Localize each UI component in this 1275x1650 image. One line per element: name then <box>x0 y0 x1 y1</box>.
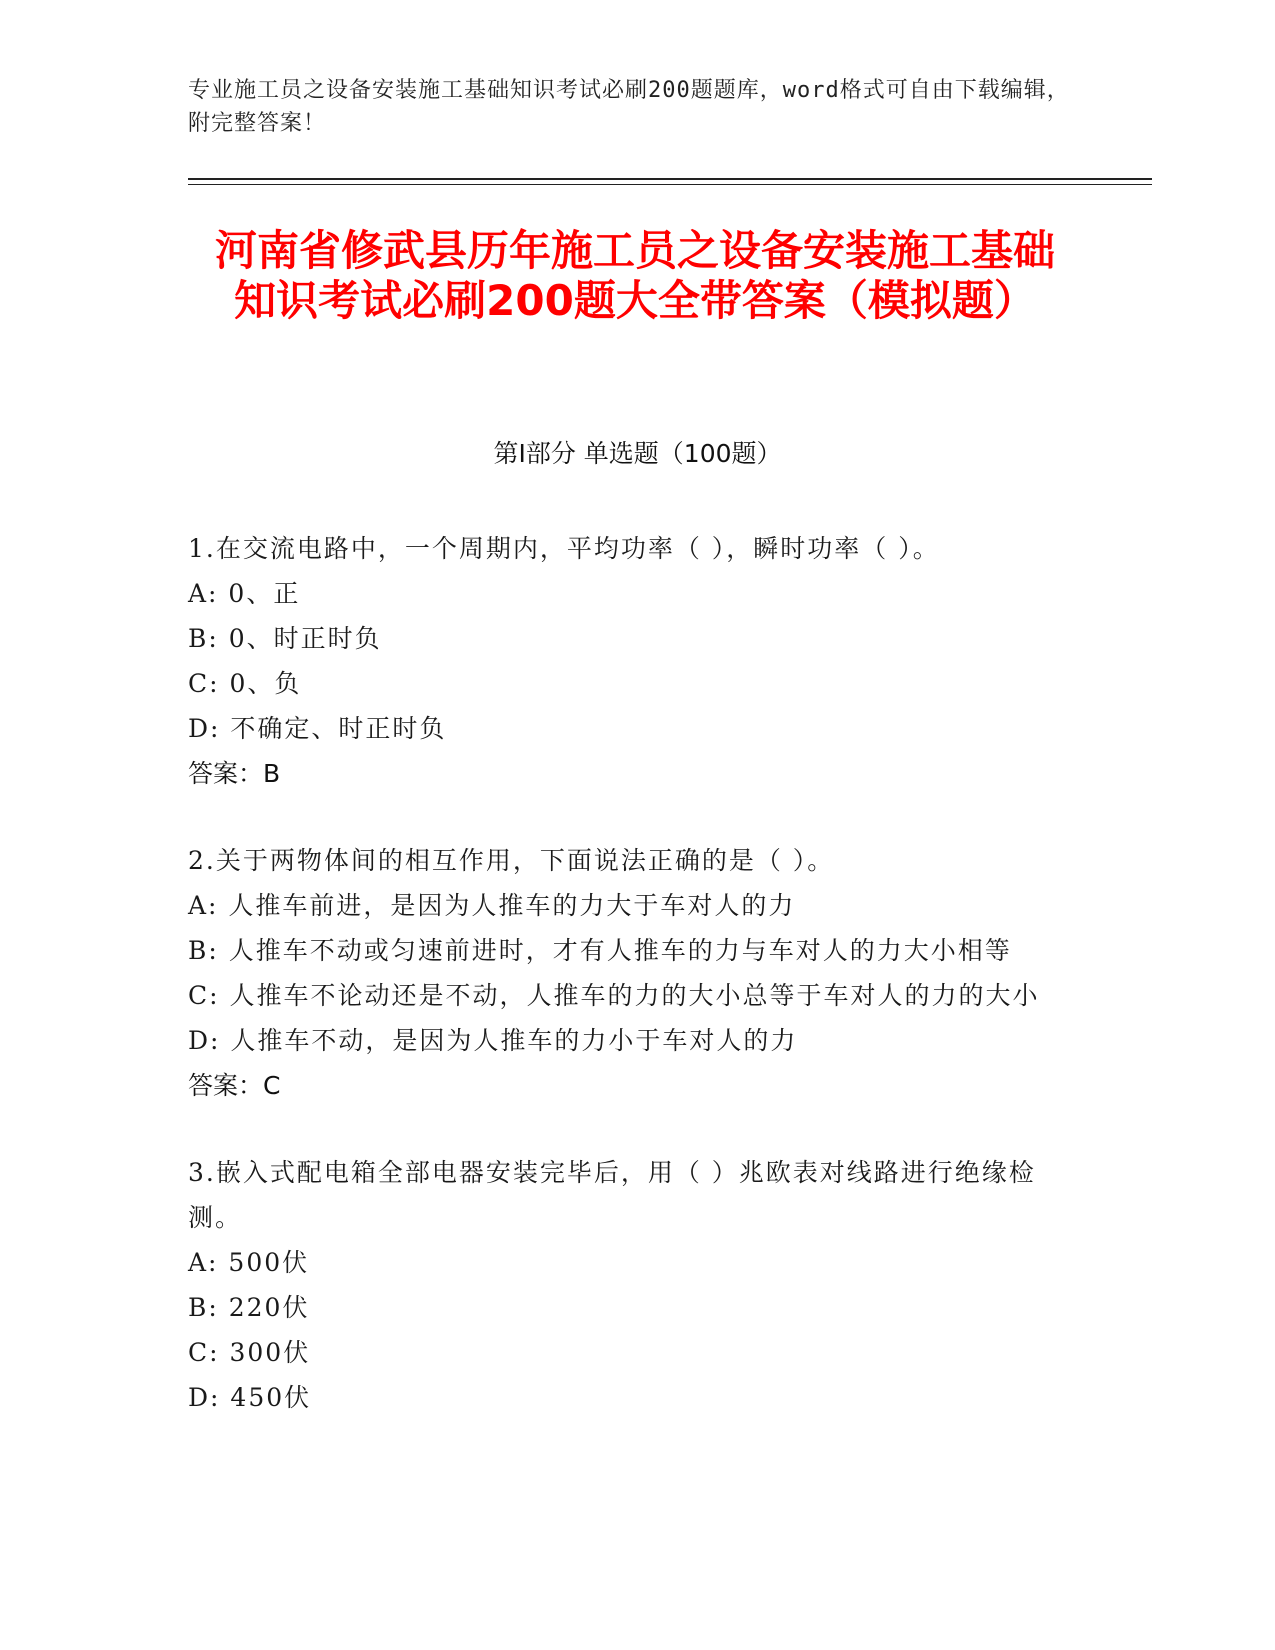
header-rule-thin <box>188 184 1152 185</box>
option-d: D: 人推车不动，是因为人推车的力小于车对人的力 <box>188 1026 798 1055</box>
question-stem: 2.关于两物体间的相互作用，下面说法正确的是（ ）。 <box>188 846 835 875</box>
option-b: B: 220伏 <box>188 1293 310 1322</box>
option-c: C: 0、负 <box>188 669 302 698</box>
answer: 答案：B <box>188 759 281 788</box>
option-d: D: 450伏 <box>188 1383 312 1412</box>
option-c: C: 人推车不论动还是不动，人推车的力的大小总等于车对人的力的大小 <box>188 981 1040 1010</box>
question-list <box>188 526 1068 1462</box>
question-2 <box>188 838 1068 1108</box>
option-a: A: 人推车前进，是因为人推车的力大于车对人的力 <box>188 891 796 920</box>
document-title: 河南省修武县历年施工员之设备安装施工基础知识考试必刷200题大全带答案（模拟题） <box>214 226 1055 325</box>
answer: 答案：C <box>188 1071 281 1100</box>
option-a: A: 500伏 <box>188 1248 310 1277</box>
section-title: 第Ⅰ部分 单选题（100题） <box>493 439 782 468</box>
option-b: B: 0、时正时负 <box>188 624 382 653</box>
question-stem: 3.嵌入式配电箱全部电器安装完毕后，用（ ）兆欧表对线路进行绝缘检测。 <box>188 1158 1036 1232</box>
option-a: A: 0、正 <box>188 579 301 608</box>
option-b: B: 人推车不动或匀速前进时，才有人推车的力与车对人的力大小相等 <box>188 936 1012 965</box>
question-1 <box>188 526 1068 796</box>
header-note: 专业施工员之设备安装施工基础知识考试必刷200题题库，word格式可自由下载编辑，附完整答案！ <box>188 78 1070 136</box>
option-d: D: 不确定、时正时负 <box>188 714 447 743</box>
option-c: C: 300伏 <box>188 1338 311 1367</box>
header-rule-thick <box>188 178 1152 180</box>
question-3 <box>188 1150 1068 1420</box>
question-stem: 1.在交流电路中，一个周期内，平均功率（ ），瞬时功率（ ）。 <box>188 534 940 563</box>
